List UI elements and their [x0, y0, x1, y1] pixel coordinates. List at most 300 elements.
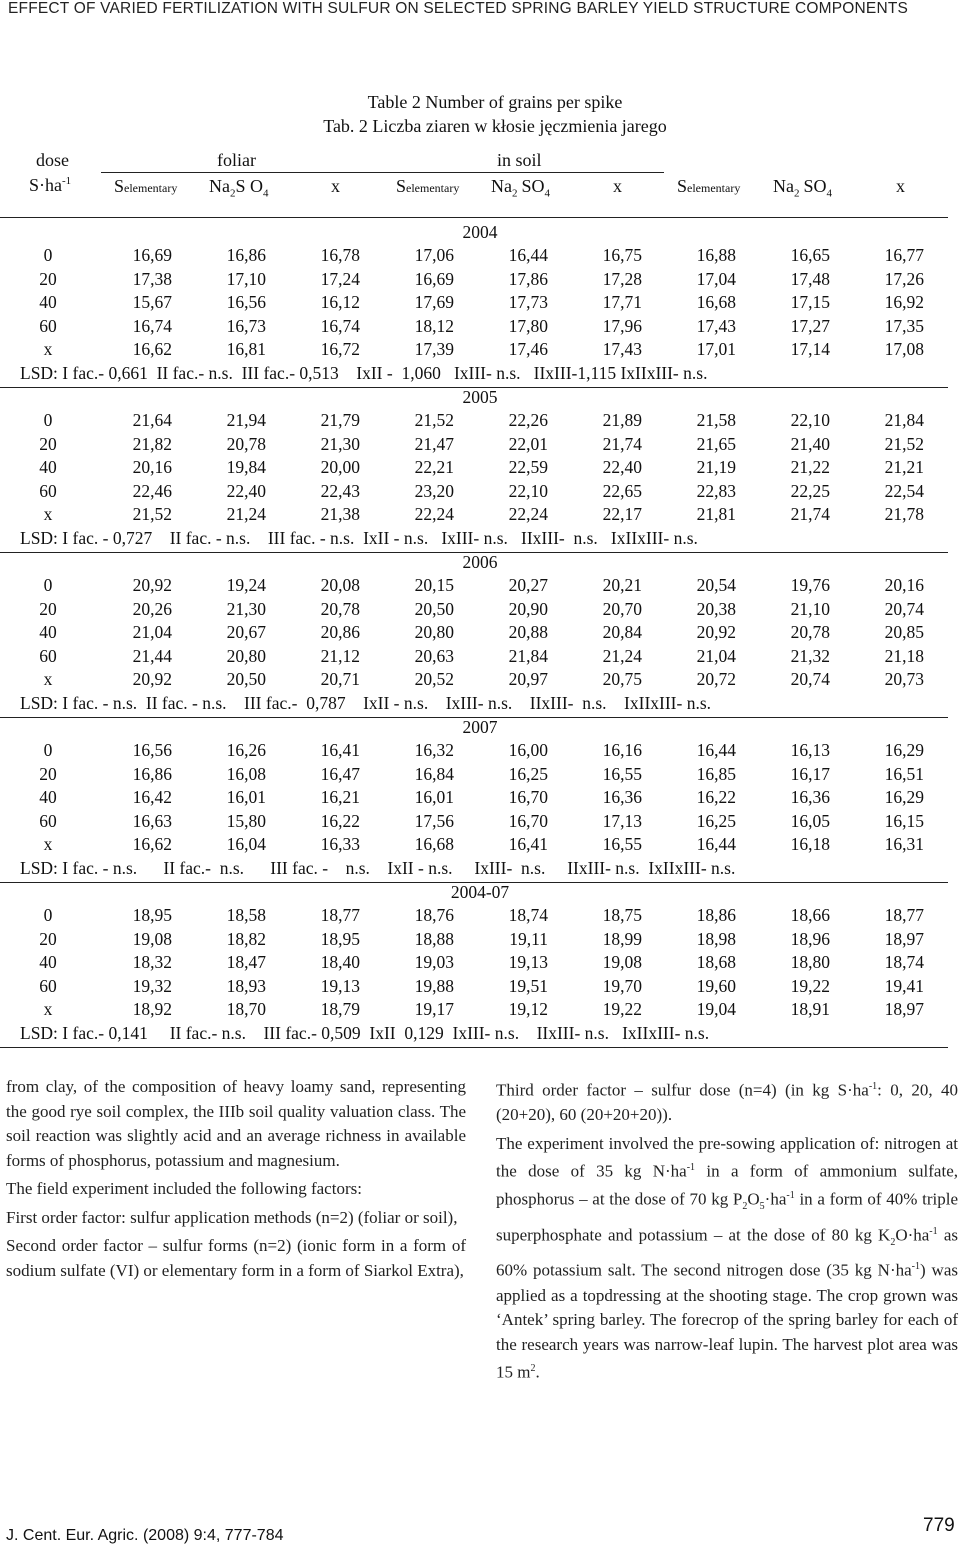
row-dose-cell: 0 — [43, 410, 53, 430]
table-cell: 19,88 — [414, 975, 454, 996]
paragraph: from clay, of the composition of heavy loamy sand, representing the good rye soil complex, the IIIb soil quality valuation class. The soil reaction was slightly acid and an average richness in available forms of phosphorus, potassium and magnesium. — [6, 1077, 466, 1170]
table-cell: 17,28 — [602, 268, 642, 289]
row-dose-cell: x — [43, 504, 53, 524]
table-cell: 18,75 — [602, 905, 642, 925]
table-cell: 16,62 — [132, 339, 172, 359]
row-dose-cell: 60 — [39, 645, 57, 666]
table-cell: 20,73 — [884, 669, 924, 689]
table-cell: 17,27 — [790, 315, 830, 336]
table-cell: 17,48 — [790, 268, 830, 289]
table-cell: 19,60 — [696, 975, 736, 996]
row-dose-cell: 60 — [39, 810, 57, 831]
table-cell: 17,56 — [414, 810, 454, 831]
header-na2so4-1: $Na_2S$ $O_4$ — [209, 176, 269, 200]
table-cell: 16,51 — [884, 763, 924, 784]
table-cell: 16,41 — [508, 834, 548, 854]
table-cell: 16,69 — [414, 268, 454, 289]
body-column-right — [496, 1075, 958, 1389]
lsd-note: LSD: I fac. - 0,727 II fac. - n.s. III fac. - n.s. IxII - n.s. IxIII- n.s. IIxIII- n.s. IxIIxIII- n.s. — [20, 527, 698, 548]
table-cell: 16,63 — [132, 810, 172, 831]
table-cell: 18,40 — [320, 952, 360, 972]
paragraph: Third order factor – sulfur dose (n=4) (in kg $S\cdot ha^{-1}$: 0, 20, 40 (20+20), 60 (20+20+20)). — [496, 1080, 958, 1125]
table-cell: 16,41 — [320, 740, 360, 760]
table-cell: 20,00 — [320, 457, 360, 477]
table-cell: 21,84 — [884, 410, 924, 430]
row-dose-cell: 40 — [39, 787, 57, 807]
year-label: 2007 — [462, 717, 498, 737]
table-cell: 20,71 — [320, 669, 360, 689]
table-cell: 16,78 — [320, 245, 360, 265]
row-dose-cell: 20 — [39, 598, 57, 619]
table-cell: 16,29 — [884, 740, 924, 760]
section-rule — [0, 1047, 948, 1048]
table-cell: 17,14 — [790, 339, 830, 359]
table-cell: 16,01 — [226, 787, 266, 807]
table-row — [0, 292, 960, 316]
table-cell: 19,51 — [508, 975, 548, 996]
table-cell: 20,16 — [884, 575, 924, 595]
table-cell: 21,78 — [884, 504, 924, 524]
table-cell: 19,12 — [508, 999, 548, 1019]
table-cell: 19,41 — [884, 975, 924, 996]
table-cell: 19,22 — [602, 999, 642, 1019]
table-cell: 21,79 — [320, 410, 360, 430]
lsd-note: LSD: I fac.- 0,141 II fac.- n.s. III fac.- 0,509 IxII 0,129 IxIII- n.s. IIxIII- n.s. IxIIxIII- n.s. — [20, 1022, 710, 1043]
table-cell: 16,17 — [790, 763, 830, 784]
table-cell: 16,77 — [884, 245, 924, 265]
table-cell: 22,24 — [414, 504, 454, 524]
table-cell: 17,46 — [508, 339, 548, 359]
table-cell: 18,80 — [790, 952, 830, 972]
header-mean-3: x — [896, 176, 905, 196]
table-cell: 17,73 — [508, 292, 548, 312]
table-cell: 16,56 — [132, 740, 172, 760]
table-cell: 20,92 — [132, 669, 172, 689]
table-cell: 17,24 — [320, 268, 360, 289]
table-row — [0, 434, 960, 458]
table-cell: 22,26 — [508, 410, 548, 430]
table-cell: 21,24 — [602, 645, 642, 666]
table-cell: 19,03 — [414, 952, 454, 972]
table-cell: 16,56 — [226, 292, 266, 312]
table-row — [0, 811, 960, 835]
table-cell: 21,89 — [602, 410, 642, 430]
table-cell: 21,10 — [790, 598, 830, 619]
table-cell: 16,85 — [696, 763, 736, 784]
table-cell: 16,68 — [414, 834, 454, 854]
table-cell: 16,36 — [790, 787, 830, 807]
table-row — [0, 245, 960, 269]
header-na2so4-3: $Na_2$ $SO_4$ — [773, 176, 833, 200]
table-cell: 21,12 — [320, 645, 360, 666]
table-cell: 21,47 — [414, 433, 454, 454]
table-cell: 21,82 — [132, 433, 172, 454]
header-in-soil: in soil — [497, 150, 542, 170]
table-cell: 22,10 — [508, 480, 548, 501]
table-cell: 21,32 — [790, 645, 830, 666]
table-cell: 17,08 — [884, 339, 924, 359]
table-cell: 20,74 — [884, 598, 924, 619]
row-dose-cell: 40 — [39, 457, 57, 477]
table-cell: 22,83 — [696, 480, 736, 501]
table-cell: 16,47 — [320, 763, 360, 784]
table-cell: 16,33 — [320, 834, 360, 854]
table-cell: 18,97 — [884, 928, 924, 949]
table-cell: 21,40 — [790, 433, 830, 454]
table-cell: 21,22 — [790, 457, 830, 477]
table-cell: 19,17 — [414, 999, 454, 1019]
table-cell: 18,99 — [602, 928, 642, 949]
table-cell: 18,76 — [414, 905, 454, 925]
header-dose: dose — [36, 150, 69, 170]
table-cell: 22,21 — [414, 457, 454, 477]
row-dose-cell: 20 — [39, 433, 57, 454]
table-cell: 20,08 — [320, 575, 360, 595]
table-cell: 16,74 — [320, 315, 360, 336]
table-cell: 19,70 — [602, 975, 642, 996]
table-caption-en: Table 2 Number of grains per spike — [367, 92, 623, 112]
table-cell: 22,54 — [884, 480, 924, 501]
lsd-note: LSD: I fac. - n.s. II fac.- n.s. III fac. - n.s. IxII - n.s. IxIII- n.s. IIxIII- n.s. IxIIxIII- n.s. — [20, 857, 736, 878]
table-cell: 16,70 — [508, 787, 548, 807]
table-cell: 19,24 — [226, 575, 266, 595]
table-cell: 18,74 — [508, 905, 548, 925]
table-cell: 18,79 — [320, 999, 360, 1019]
table-row — [0, 999, 960, 1023]
table-cell: 20,38 — [696, 598, 736, 619]
table-cell: 20,92 — [132, 575, 172, 595]
table-cell: 20,15 — [414, 575, 454, 595]
table-cell: 16,92 — [884, 292, 924, 312]
table-cell: 17,13 — [602, 810, 642, 831]
table-cell: 19,32 — [132, 975, 172, 996]
table-cell: 22,65 — [602, 480, 642, 501]
table-cell: 20,52 — [414, 669, 454, 689]
table-cell: 18,47 — [226, 952, 266, 972]
table-cell: 20,21 — [602, 575, 642, 595]
table-cell: 16,31 — [884, 834, 924, 854]
table-cell: 16,55 — [602, 834, 642, 854]
header-unit: $S\cdot ha^{-1}$ — [29, 175, 72, 195]
table-cell: 20,70 — [602, 598, 642, 619]
table-cell: 17,01 — [696, 339, 736, 359]
table-cell: 21,52 — [132, 504, 172, 524]
table-cell: 16,25 — [696, 810, 736, 831]
table-cell: 21,30 — [226, 598, 266, 619]
table-cell: 20,26 — [132, 598, 172, 619]
table-cell: 17,35 — [884, 315, 924, 336]
table-cell: 21,44 — [132, 645, 172, 666]
table-cell: 17,10 — [226, 268, 266, 289]
table-cell: 20,75 — [602, 669, 642, 689]
table-cell: 16,00 — [508, 740, 548, 760]
table-row — [0, 952, 960, 976]
row-dose-cell: 60 — [39, 480, 57, 501]
table-cell: 19,13 — [320, 975, 360, 996]
table-row — [0, 905, 960, 929]
table-cell: 21,74 — [790, 504, 830, 524]
table-cell: 20,50 — [414, 598, 454, 619]
table-cell: 17,04 — [696, 268, 736, 289]
table-cell: 16,13 — [790, 740, 830, 760]
table-cell: 18,98 — [696, 928, 736, 949]
table-cell: 17,06 — [414, 245, 454, 265]
table-row — [0, 575, 960, 599]
table-cell: 16,29 — [884, 787, 924, 807]
row-dose-cell: 0 — [43, 575, 53, 595]
table-row — [0, 269, 960, 293]
row-dose-cell: 0 — [43, 905, 53, 925]
lsd-note: LSD: I fac. - n.s. II fac. - n.s. III fac.- 0,787 IxII - n.s. IxIII- n.s. IIxIII- n.s. IxIIxIII- n.s. — [20, 692, 712, 713]
table-cell: 18,86 — [696, 905, 736, 925]
table-cell: 21,24 — [226, 504, 266, 524]
table-row — [0, 787, 960, 811]
header-foliar: foliar — [217, 150, 256, 170]
table-cell: 16,22 — [696, 787, 736, 807]
table-cell: 17,39 — [414, 339, 454, 359]
table-cell: 18,77 — [320, 905, 360, 925]
table-cell: 19,22 — [790, 975, 830, 996]
header-na2so4-2: $Na_2$ $SO_4$ — [491, 176, 551, 200]
table-cell: 20,92 — [696, 622, 736, 642]
table-cell: 16,73 — [226, 315, 266, 336]
table-cell: 16,69 — [132, 245, 172, 265]
table-cell: 16,70 — [508, 810, 548, 831]
table-cell: 20,63 — [414, 645, 454, 666]
header-divider — [101, 172, 664, 173]
year-label: 2004 — [462, 222, 498, 242]
table-row — [0, 976, 960, 1000]
header-mean-1: x — [331, 176, 340, 196]
table-cell: 22,10 — [790, 410, 830, 430]
table-cell: 18,92 — [132, 999, 172, 1019]
table-cell: 21,21 — [884, 457, 924, 477]
table-cell: 21,74 — [602, 433, 642, 454]
table-cell: 20,78 — [320, 598, 360, 619]
table-cell: 16,75 — [602, 245, 642, 265]
table-row — [0, 457, 960, 481]
table-row — [0, 410, 960, 434]
table-cell: 18,12 — [414, 315, 454, 336]
paragraph: Second order factor – sulfur forms (n=2) (ionic form in a form of sodium sulfate (VI) or elementary form in a form of Siarkol Extra), — [6, 1236, 466, 1280]
year-label: 2005 — [462, 387, 498, 407]
table-cell: 16,18 — [790, 834, 830, 854]
table-cell: 16,12 — [320, 292, 360, 312]
table-cell: 16,86 — [226, 245, 266, 265]
table-cell: 20,88 — [508, 622, 548, 642]
table-cell: 20,72 — [696, 669, 736, 689]
table-cell: 16,88 — [696, 245, 736, 265]
table-cell: 19,11 — [509, 928, 548, 949]
table-cell: 21,81 — [696, 504, 736, 524]
row-dose-cell: 60 — [39, 975, 57, 996]
table-cell: 20,50 — [226, 669, 266, 689]
table-cell: 22,01 — [508, 433, 548, 454]
paragraph: First order factor: sulfur application methods (n=2) (foliar or soil), — [6, 1207, 458, 1227]
table-cell: 20,74 — [790, 669, 830, 689]
table-cell: 18,68 — [696, 952, 736, 972]
table-cell: 22,40 — [602, 457, 642, 477]
table-row — [0, 339, 960, 363]
table-cell: 16,68 — [696, 292, 736, 312]
row-dose-cell: x — [43, 669, 53, 689]
header-s-elementary-3: Selementary — [677, 176, 741, 196]
table-cell: 16,08 — [226, 763, 266, 784]
table-cell: 20,86 — [320, 622, 360, 642]
row-dose-cell: 20 — [39, 763, 57, 784]
table-cell: 17,86 — [508, 268, 548, 289]
table-cell: 18,88 — [414, 928, 454, 949]
row-dose-cell: 20 — [39, 928, 57, 949]
table-cell: 18,77 — [884, 905, 924, 925]
table-cell: 16,55 — [602, 763, 642, 784]
table-cell: 16,25 — [508, 763, 548, 784]
table-cell: 18,95 — [320, 928, 360, 949]
table-row — [0, 669, 960, 693]
header-s-elementary-1: Selementary — [114, 176, 178, 196]
table-cell: 15,67 — [132, 292, 172, 312]
table-row — [0, 740, 960, 764]
row-dose-cell: x — [43, 999, 53, 1019]
table-row — [0, 316, 960, 340]
table-cell: 21,04 — [696, 645, 736, 666]
table-cell: 20,78 — [226, 433, 266, 454]
header-mean-2: x — [613, 176, 622, 196]
table-cell: 18,95 — [132, 905, 172, 925]
row-dose-cell: 40 — [39, 622, 57, 642]
table-cell: 18,97 — [884, 999, 924, 1019]
table-cell: 18,74 — [884, 952, 924, 972]
table-cell: 16,15 — [884, 810, 924, 831]
table-cell: 21,84 — [508, 645, 548, 666]
table-cell: 19,13 — [508, 952, 548, 972]
table-cell: 20,27 — [508, 575, 548, 595]
table-cell: 22,25 — [790, 480, 830, 501]
paragraph: The field experiment included the following factors: — [6, 1179, 362, 1198]
table-row — [0, 646, 960, 670]
table-cell: 19,84 — [226, 457, 266, 477]
table-cell: 21,30 — [320, 433, 360, 454]
table-cell: 21,65 — [696, 433, 736, 454]
table-cell: 21,18 — [884, 645, 924, 666]
table-row — [0, 764, 960, 788]
table-cell: 20,78 — [790, 622, 830, 642]
table-row — [0, 622, 960, 646]
table-cell: 16,65 — [790, 245, 830, 265]
table-cell: 18,70 — [226, 999, 266, 1019]
table-cell: 20,97 — [508, 669, 548, 689]
header-bottom-rule — [0, 217, 948, 218]
table-cell: 16,44 — [696, 740, 736, 760]
table-cell: 20,67 — [226, 622, 266, 642]
table-cell: 16,16 — [602, 740, 642, 760]
table-cell: 22,24 — [508, 504, 548, 524]
table-cell: 17,80 — [508, 315, 548, 336]
table-cell: 19,08 — [132, 928, 172, 949]
table-cell: 17,15 — [790, 292, 830, 312]
table-cell: 16,32 — [414, 740, 454, 760]
paragraph: The experiment involved the pre-sowing application of: nitrogen at the dose of 35 kg $N\cdot ha^{-1}$ in a form of ammonium sulfate, phosphorus – at the dose of 70 kg $P_2O_5\cdot ha^{-1}$ in a form of 40% triple superphosphate and potassium – at the dose of 80 kg $K_2O\cdot ha^{-1}$ as 60% potassium salt. The second nitrogen dose (35 kg $N\cdot ha^{-1}$) was applied as a topdressing at the shooting stage. The crop grown was ‘Antek’ spring barley. The forecrop of the spring barley for each of the research years was narrow-leaf lupin. The harvest plot area was 15 $m^2$. — [496, 1133, 958, 1382]
table-cell: 21,64 — [132, 410, 172, 430]
table-cell: 22,46 — [132, 480, 172, 501]
table-cell: 20,16 — [132, 457, 172, 477]
table-cell: 18,93 — [226, 975, 266, 996]
table-cell: 16,72 — [320, 339, 360, 359]
table-cell: 21,58 — [696, 410, 736, 430]
table-cell: 18,58 — [226, 905, 266, 925]
table-cell: 16,22 — [320, 810, 360, 831]
row-dose-cell: x — [43, 339, 53, 359]
table-cell: 19,08 — [602, 952, 642, 972]
table-cell: 15,80 — [226, 810, 266, 831]
table-cell: 17,38 — [132, 268, 172, 289]
table-cell: 21,52 — [414, 410, 454, 430]
row-dose-cell: 0 — [43, 740, 53, 760]
table-cell: 19,76 — [790, 575, 830, 595]
table-cell: 16,44 — [696, 834, 736, 854]
table-cell: 16,86 — [132, 763, 172, 784]
lsd-note: LSD: I fac.- 0,661 II fac.- n.s. III fac.- 0,513 IxII - 1,060 IxIII- n.s. IIxIII-1,115 IxIIxIII- n.s. — [20, 362, 708, 383]
table-cell: 17,71 — [602, 292, 642, 312]
table-cell: 18,91 — [790, 999, 830, 1019]
table-cell: 21,19 — [696, 457, 736, 477]
table-cell: 20,80 — [226, 645, 266, 666]
table-row — [0, 481, 960, 505]
table-cell: 20,54 — [696, 575, 736, 595]
table-cell: 17,26 — [884, 268, 924, 289]
table-cell: 20,90 — [508, 598, 548, 619]
table-cell: 20,84 — [602, 622, 642, 642]
table-cell: 16,81 — [226, 339, 266, 359]
header-s-elementary-2: Selementary — [396, 176, 460, 196]
row-dose-cell: 60 — [39, 315, 57, 336]
table-cell: 16,26 — [226, 740, 266, 760]
table-cell: 20,80 — [414, 622, 454, 642]
table-row — [0, 504, 960, 528]
running-header: EFFECT OF VARIED FERTILIZATION WITH SULFUR ON SELECTED SPRING BARLEY YIELD STRUCTURE COMPONENTS — [8, 0, 909, 17]
table-cell: 18,96 — [790, 928, 830, 949]
table-cell: 21,38 — [320, 504, 360, 524]
table-cell: 16,84 — [414, 763, 454, 784]
table-cell: 16,05 — [790, 810, 830, 831]
table-cell: 16,74 — [132, 315, 172, 336]
table-cell: 16,44 — [508, 245, 548, 265]
table-cell: 17,43 — [696, 315, 736, 336]
table-cell: 18,66 — [790, 905, 830, 925]
table-cell: 16,04 — [226, 834, 266, 854]
row-dose-cell: 40 — [39, 952, 57, 972]
table-cell: 21,52 — [884, 433, 924, 454]
row-dose-cell: 20 — [39, 268, 57, 289]
row-dose-cell: x — [43, 834, 53, 854]
table-cell: 22,40 — [226, 480, 266, 501]
table-cell: 20,85 — [884, 622, 924, 642]
table-cell: 16,62 — [132, 834, 172, 854]
table-cell: 16,42 — [132, 787, 172, 807]
table-cell: 18,32 — [132, 952, 172, 972]
table-cell: 17,69 — [414, 292, 454, 312]
table-cell: 16,21 — [320, 787, 360, 807]
table-cell: 23,20 — [414, 480, 454, 501]
table-cell: 21,04 — [132, 622, 172, 642]
table-cell: 16,01 — [414, 787, 454, 807]
table-caption-pl: Tab. 2 Liczba ziaren w kłosie jęczmienia jarego — [323, 116, 667, 136]
year-label: 2006 — [462, 552, 498, 572]
page-number: 779 — [923, 1515, 955, 1536]
table-cell: 22,43 — [320, 480, 360, 501]
table-row — [0, 599, 960, 623]
table-cell: 21,94 — [226, 410, 266, 430]
